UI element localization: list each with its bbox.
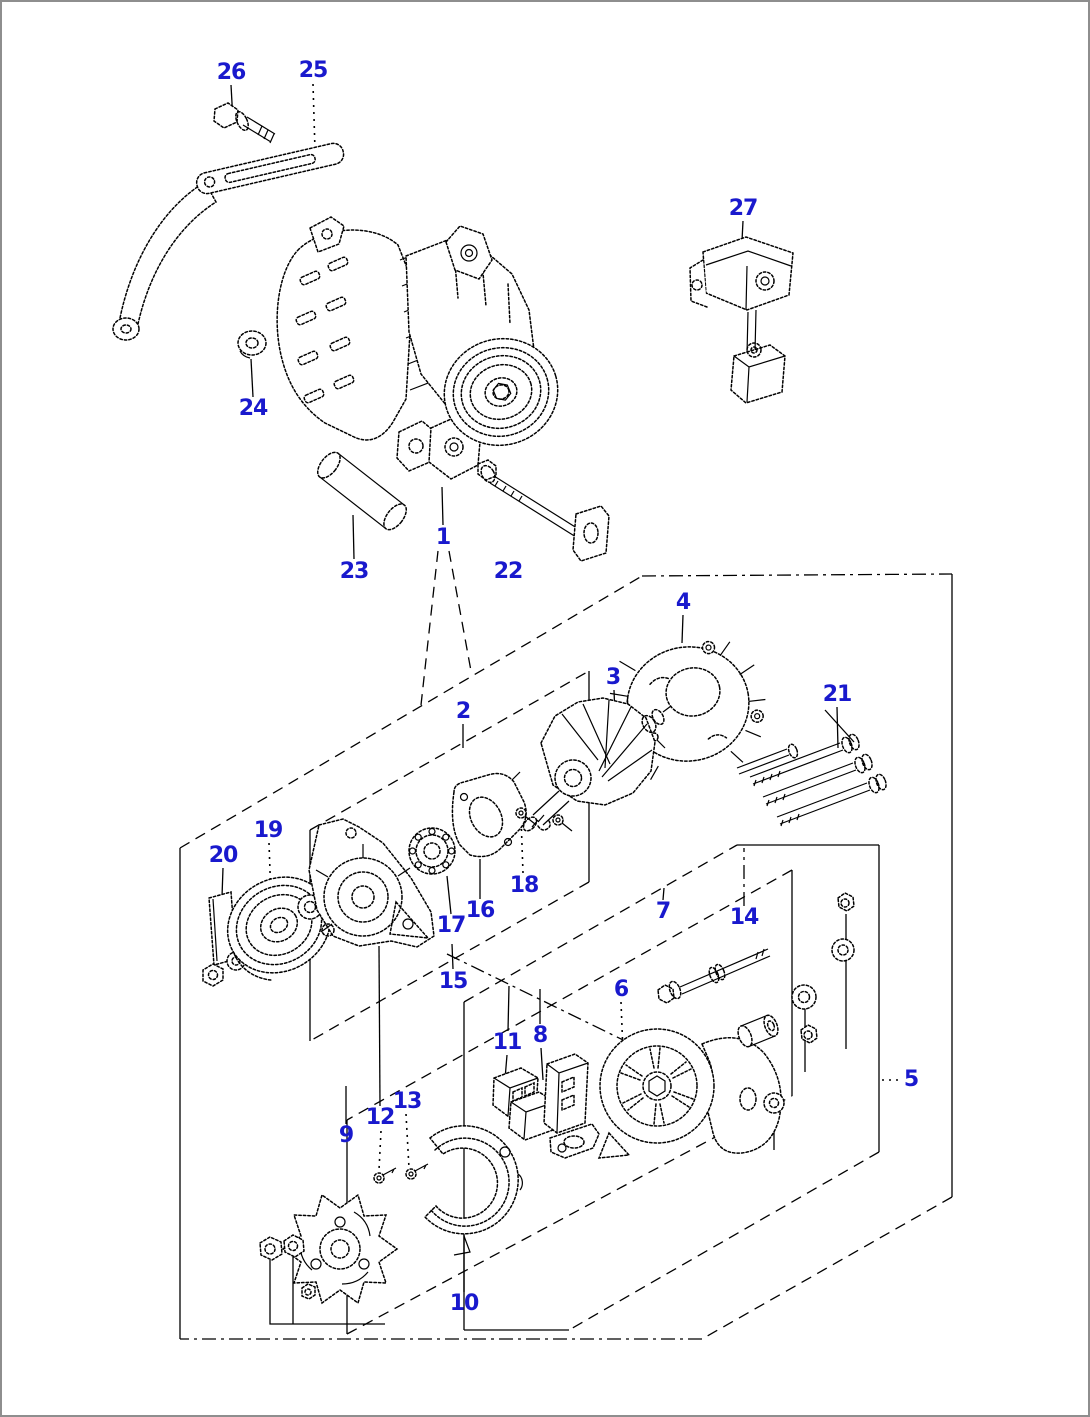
fan-screws-drawing xyxy=(374,1164,428,1183)
part-callout-7[interactable]: 7 xyxy=(655,899,671,924)
part-callout-23[interactable]: 23 xyxy=(339,559,369,584)
part-callout-4[interactable]: 4 xyxy=(675,590,691,615)
bearing-retainer-plate-drawing xyxy=(452,772,526,857)
spacer-collar-drawing xyxy=(238,331,266,358)
part-callout-8[interactable]: 8 xyxy=(532,1023,548,1048)
part-callout-17[interactable]: 17 xyxy=(436,913,466,938)
part-callout-15[interactable]: 15 xyxy=(438,969,468,994)
rectifier-drawing xyxy=(544,1054,599,1158)
part-callout-2[interactable]: 2 xyxy=(455,699,471,724)
part-callout-9[interactable]: 9 xyxy=(338,1123,354,1148)
spacer-tube-drawing xyxy=(313,448,410,533)
adjusting-bolt-drawing xyxy=(214,103,275,143)
part-callout-11[interactable]: 11 xyxy=(492,1030,522,1055)
adjusting-arm-drawing xyxy=(113,182,216,340)
part-callout-3[interactable]: 3 xyxy=(605,665,621,690)
part-drawing-layer xyxy=(2,2,1088,1415)
rear-housing-drawing xyxy=(599,1029,781,1158)
part-callout-16[interactable]: 16 xyxy=(465,898,495,923)
fan-guard-drawing xyxy=(425,1126,522,1255)
part-callout-10[interactable]: 10 xyxy=(449,1291,479,1316)
regulator-brush-holder-drawing xyxy=(690,237,793,403)
part-callout-19[interactable]: 19 xyxy=(253,818,283,843)
part-callout-22[interactable]: 22 xyxy=(493,559,523,584)
mounting-bolt-drawing xyxy=(478,460,609,561)
part-callout-27[interactable]: 27 xyxy=(728,196,758,221)
alternator-assembly-drawing xyxy=(277,217,570,479)
part-callout-12[interactable]: 12 xyxy=(365,1105,395,1130)
part-callout-21[interactable]: 21 xyxy=(822,682,852,707)
part-callout-26[interactable]: 26 xyxy=(216,60,246,85)
part-callout-6[interactable]: 6 xyxy=(613,977,629,1002)
part-callout-20[interactable]: 20 xyxy=(208,843,238,868)
through-bolts-drawing xyxy=(737,733,888,826)
part-callout-25[interactable]: 25 xyxy=(298,58,328,83)
part-callout-5[interactable]: 5 xyxy=(903,1067,919,1092)
part-callout-24[interactable]: 24 xyxy=(238,396,268,421)
part-callout-18[interactable]: 18 xyxy=(509,873,539,898)
adjusting-bar-drawing xyxy=(195,141,346,195)
part-callout-13[interactable]: 13 xyxy=(392,1089,422,1114)
front-bearing-drawing xyxy=(409,828,455,874)
part-callout-14[interactable]: 14 xyxy=(729,905,759,930)
part-callout-1[interactable]: 1 xyxy=(435,525,451,550)
pulley-nut-drawing xyxy=(203,964,223,986)
